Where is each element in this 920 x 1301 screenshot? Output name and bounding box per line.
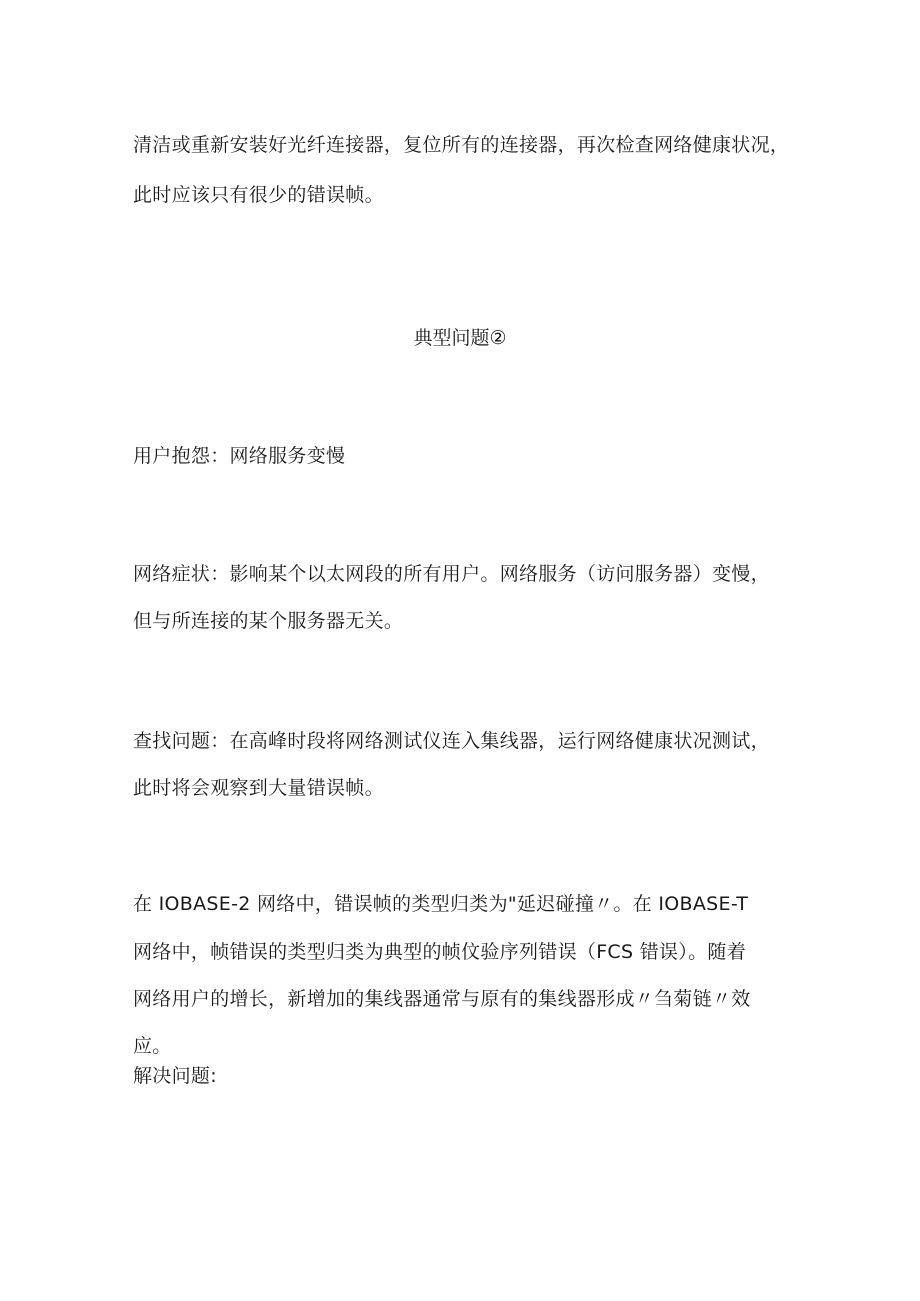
analysis-line-1: 在 IOBASE-2 网络中，错误帧的类型归类为"延迟碰撞〃。在 IOBASE-T: [133, 893, 749, 915]
find-line-2: 此时将会观察到大量错误帧。: [133, 777, 384, 799]
symptom-line-2: 但与所连接的某个服务器无关。: [133, 610, 404, 632]
paragraph-1-line-1: 清洁或重新安装好光纤连接器，复位所有的连接器，再次检查网络健康状况，: [133, 134, 790, 156]
find-line-1: 查找问题：在高峰时段将网络测试仪连入集线器，运行网络健康状况测试，: [133, 730, 770, 752]
analysis-line-4: 应。: [133, 1035, 172, 1057]
analysis-line-2: 网络中，帧错误的类型归类为典型的帧伩验序列错误（FCS 错误）。随着: [133, 941, 746, 963]
paragraph-1-line-2: 此时应该只有很少的错误帧。: [133, 184, 384, 206]
symptom-line-1: 网络症状：影响某个以太网段的所有用户。网络服务（访问服务器）变慢，: [133, 563, 770, 585]
analysis-line-3: 网络用户的增长，新增加的集线器通常与原有的集线器形成〃刍菊链〃效: [133, 988, 751, 1010]
solve-heading: 解决问题:: [133, 1065, 217, 1087]
complaint-line: 用户抱怨：网络服务变慢: [133, 445, 346, 467]
section-heading: 典型问题②: [413, 327, 507, 349]
